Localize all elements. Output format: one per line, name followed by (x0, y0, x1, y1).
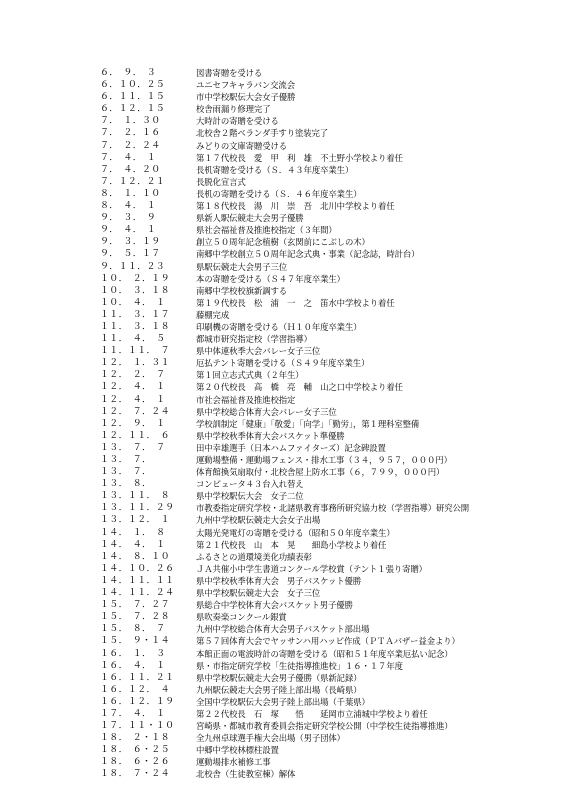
entry-date: １６．１２． ４ (100, 684, 170, 695)
entry-date: ６．１１．１５ (100, 92, 166, 103)
entry-event: ＪＡ共催小中学生書道コンクール学校賞（テント１張り寄贈） (196, 563, 427, 574)
timeline-entry (100, 261, 469, 273)
timeline-list (100, 67, 469, 781)
entry-event: 県中学校秋季体育大会バスケット準優勝 (196, 430, 345, 441)
timeline-entry (100, 67, 469, 79)
entry-date: １８． ２・１８ (100, 733, 170, 744)
timeline-entry (100, 732, 469, 744)
entry-date: １０． ３．１８ (100, 285, 170, 296)
timeline-entry (100, 442, 469, 454)
entry-date: １０． ２．１９ (100, 273, 170, 284)
entry-date: ７． １．３０ (100, 116, 161, 127)
timeline-entry (100, 599, 469, 611)
entry-event: 藤棚完成 (196, 309, 230, 320)
entry-event: 第２０代校長 高 橋 亮 輔 山之口中学校より着任 (196, 382, 403, 393)
entry-date: １７．１１・１０ (100, 721, 175, 732)
entry-date: １５． ７．２７ (100, 600, 170, 611)
entry-date: １４． １． ８ (100, 527, 166, 538)
entry-event: 太陽光発電灯の寄贈を受ける（昭和５０年度卒業生） (196, 527, 395, 538)
timeline-entry (100, 394, 469, 406)
entry-event: 本の寄贈を受ける（Ｓ４７年度卒業生） (196, 273, 345, 284)
entry-event: 全国中学校駅伝大会男子陸上部出場（千葉県） (196, 696, 370, 707)
entry-event: 県社会福祉普及推進校指定（３年間） (196, 225, 337, 236)
entry-event: 県中学校総合体育大会バレー女子三位 (196, 406, 337, 417)
entry-date: １４．１１．１１ (100, 575, 175, 586)
entry-event: 運動場排水補修工事 (196, 757, 271, 768)
entry-date: １２． １．３１ (100, 358, 170, 369)
entry-event: 創立５０周年記念植樹（玄関前にこぶしの木） (196, 237, 370, 248)
entry-event: 宮崎県・都城市教育委員会指定研究学校公開（中学校生徒指導推進） (196, 721, 453, 732)
entry-date: ８． １．１０ (100, 188, 161, 199)
entry-event: 田中幸雄選手（日本ハムファイターズ）記念碑設置 (196, 442, 386, 453)
timeline-entry (100, 720, 469, 732)
entry-event: 運動場整備・運動場フェンス・排水工事（３４，９５７，０００円） (196, 455, 452, 465)
entry-event: 南郷中学校校旗新調する (196, 285, 288, 296)
timeline-entry (100, 648, 469, 660)
entry-date: １３．１２． １ (100, 515, 170, 526)
timeline-entry (100, 660, 469, 672)
timeline-entry (100, 684, 469, 696)
timeline-entry (100, 587, 469, 599)
entry-event: 県中体連秋季大会バレー女子三位 (196, 346, 321, 357)
entry-date: １２． ４． １ (100, 382, 166, 393)
entry-date: １２． ２． ７ (100, 370, 166, 381)
entry-event: 市社会福祉普及推進校指定 (196, 394, 296, 405)
timeline-entry (100, 248, 469, 260)
timeline-entry (100, 200, 469, 212)
entry-date: ９． ３．１９ (100, 237, 161, 248)
entry-event: 県・市指定研究学校「生徒指導推進校」１６・１７年度 (196, 660, 403, 671)
entry-event: 県中学校駅伝大会 女子二位 (196, 491, 304, 502)
entry-date: １８． ７・２４ (100, 769, 170, 780)
entry-date: ７． ２．２４ (100, 140, 161, 151)
timeline-entry (100, 333, 469, 345)
timeline-entry (100, 490, 469, 502)
timeline-entry (100, 478, 469, 490)
entry-event: 市中学校駅伝大会女子優勝 (196, 92, 296, 103)
timeline-entry (100, 708, 469, 720)
timeline-entry (100, 79, 469, 91)
entry-date: １６． １． ３ (100, 648, 166, 659)
entry-date: １２． ７．２４ (100, 406, 170, 417)
entry-date: １１． ３．１８ (100, 321, 170, 332)
entry-date: １２． ４． １ (100, 394, 166, 405)
entry-event: 第２１代校長 山 本 晃 細島小学校より着任 (196, 539, 387, 550)
entry-date: １２．１１． ６ (100, 430, 170, 441)
entry-date: １４．１０．２６ (100, 563, 175, 574)
entry-date: １３． ８． (100, 479, 152, 490)
entry-event: 大時計の寄贈を受ける (196, 116, 279, 127)
entry-event: みどりの文庫寄贈受ける (196, 140, 288, 151)
timeline-entry (100, 406, 469, 418)
entry-event: 中郷中学校林標柱設置 (196, 745, 279, 756)
timeline-entry (100, 115, 469, 127)
timeline-entry (100, 611, 469, 623)
timeline-entry (100, 357, 469, 369)
entry-event: 県中学校駅伝競走大会 女子三位 (196, 588, 321, 599)
timeline-entry (100, 696, 469, 708)
timeline-entry (100, 224, 469, 236)
entry-date: １５． ７．２８ (100, 612, 170, 623)
timeline-entry (100, 551, 469, 563)
timeline-entry (100, 514, 469, 526)
entry-event: 南郷中学校創立５０周年記念式典・事業（記念誌，時計台） (196, 249, 420, 260)
entry-date: １４． ８．１０ (100, 551, 170, 562)
timeline-entry (100, 563, 469, 575)
timeline-entry (100, 756, 469, 768)
entry-date: １３．１１．２９ (100, 503, 175, 514)
entry-date: ７．１２．２１ (100, 176, 166, 187)
timeline-entry (100, 575, 469, 587)
entry-event: 第１回立志式式典（２年生） (196, 370, 304, 381)
timeline-entry (100, 527, 469, 539)
timeline-entry (100, 140, 469, 152)
entry-date: １１． ３．１７ (100, 309, 170, 320)
entry-event: 九州中学校総合体育大会男子バスケット部出場 (196, 624, 370, 635)
timeline-entry (100, 502, 469, 514)
timeline-entry (100, 672, 469, 684)
entry-event: 都城市研究指定校（学習指導） (196, 334, 312, 345)
entry-date: ７． ４．２０ (100, 164, 161, 175)
entry-date: １１． ４． ５ (100, 334, 166, 345)
entry-event: 第１７代校長 愛 甲 利 雄 不土野小学校より着任 (196, 152, 403, 163)
timeline-entry (100, 430, 469, 442)
entry-event: 第１９代校長 松 浦 一 之 笛水中学校より着任 (196, 297, 395, 308)
entry-date: ９．１１．２３ (100, 261, 166, 272)
entry-date: １４． ４． １ (100, 539, 166, 550)
timeline-entry (100, 345, 469, 357)
timeline-entry (100, 188, 469, 200)
entry-event: ユニセフキャラバン交流会 (196, 80, 295, 91)
timeline-entry (100, 418, 469, 430)
timeline-entry (100, 744, 469, 756)
entry-date: １０． ４． １ (100, 297, 166, 308)
entry-event: 厄払テント寄贈を受ける（Ｓ４９年度卒業生） (196, 358, 370, 369)
entry-event: 第２２代校長 石 塚 悟 延岡市立浦城中学校より着任 (196, 708, 428, 719)
entry-date: ６．１０．２５ (100, 80, 166, 91)
timeline-entry (100, 635, 469, 647)
entry-date: １５． ８． ７ (100, 624, 166, 635)
entry-event: 学校訓制定「健康」「敬愛」「向学」「勤労」，第１理科室整備 (196, 418, 420, 429)
entry-date: １３．１１． ８ (100, 491, 170, 502)
timeline-entry (100, 236, 469, 248)
timeline-entry (100, 164, 469, 176)
entry-event: 全九州卓球選手権大会出場（男子団体） (196, 733, 345, 744)
entry-event: 九州駅伝競走大会男子陸上部出場（長崎県） (196, 684, 362, 695)
entry-event: 県中学校秋季体育大会 男子バスケット優勝 (196, 575, 362, 586)
entry-event: 九州中学校駅伝競走大会女子出場 (196, 515, 321, 526)
entry-date: ９． ５．１７ (100, 249, 161, 260)
entry-date: １６． ４． １ (100, 660, 166, 671)
entry-date: １６．１１．２１ (100, 672, 175, 683)
entry-event: 北校舎（生徒教室棟）解体 (196, 769, 296, 780)
entry-event: 県新人駅伝競走大会男子優勝 (196, 213, 304, 224)
entry-date: ９． ４． １ (100, 225, 157, 236)
entry-event: ふるさとの道環境美化功績表彰 (196, 551, 312, 562)
timeline-entry (100, 381, 469, 393)
timeline-entry (100, 297, 469, 309)
entry-date: １８． ６・２５ (100, 745, 170, 756)
timeline-entry (100, 369, 469, 381)
timeline-entry (100, 127, 469, 139)
entry-date: １８． ６・２６ (100, 757, 170, 768)
timeline-entry (100, 103, 469, 115)
entry-date: ７． ４． １ (100, 152, 157, 163)
entry-event: 県吹奏楽コンクール銀賞 (196, 612, 287, 623)
entry-event: 体育館換気扇取付・北校舎屋上防水工事（６，７９９，０００円） (196, 467, 445, 478)
timeline-entry (100, 273, 469, 285)
entry-event: 第１８代校長 湯 川 崇 吾 北川中学校より着任 (196, 201, 395, 212)
entry-date: ６．１２．１５ (100, 104, 166, 115)
entry-date: １３． ７． ７ (100, 442, 166, 453)
entry-date: １５． ９・１４ (100, 636, 170, 647)
entry-date: ７． ２．１６ (100, 128, 161, 139)
entry-event: 校舎雨漏り修理完了 (196, 104, 271, 115)
entry-event: 長机の寄贈を受ける（Ｓ．４６年度卒業生） (196, 188, 362, 199)
timeline-entry (100, 321, 469, 333)
timeline-entry (100, 152, 469, 164)
entry-date: １６．１２．１９ (100, 696, 175, 707)
entry-event: 長机寄贈を受ける（Ｓ．４３年度卒業生） (196, 164, 354, 175)
entry-event: 長脱化宣言式 (196, 176, 246, 187)
entry-date: １３． ７． (100, 467, 152, 478)
entry-date: ９． ３． ９ (100, 213, 157, 224)
entry-event: コンピュータ４３台入れ替え (196, 479, 304, 490)
entry-event: 北校舎２階ベランダ手すり塗装完了 (196, 128, 329, 139)
entry-date: ６． ９． ３ (100, 68, 157, 78)
entry-date: １７． ４． １ (100, 708, 166, 719)
timeline-entry (100, 466, 469, 478)
entry-event: 印刷機の寄贈を受ける（Ｈ１０年度卒業生） (196, 321, 362, 332)
entry-date: １２． ９． １ (100, 418, 166, 429)
entry-event: 県総合中学校体育大会バスケット男子優勝 (196, 600, 353, 611)
entry-date: １３． ７． (100, 455, 152, 465)
timeline-entry (100, 454, 469, 466)
timeline-entry (100, 539, 469, 551)
timeline-entry (100, 309, 469, 321)
timeline-entry (100, 768, 469, 780)
entry-date: １４．１１．２４ (100, 588, 175, 599)
timeline-entry (100, 212, 469, 224)
entry-event: 図書寄贈を受ける (196, 68, 263, 78)
entry-date: １１．１１． ７ (100, 346, 170, 357)
entry-date: ８． ４． １ (100, 201, 157, 212)
entry-event: 県中学校駅伝競走大会男子優勝（県新記録） (196, 672, 362, 683)
timeline-entry (100, 285, 469, 297)
entry-event: 第５７回体育大会でヤッサンハ用ハッピ作成（ＰＴＡバザー益金より） (196, 636, 460, 647)
timeline-entry (100, 623, 469, 635)
entry-event: 本館正面の電波時計の寄贈を受ける（昭和５１年度卒業厄払い記念） (196, 648, 453, 659)
entry-event: 県駅伝競走大会男子三位 (196, 261, 288, 272)
entry-event: 市教委指定研究学校・北諸県教育事務所研究協力校（学習指導）研究公開 (196, 503, 470, 514)
timeline-entry (100, 91, 469, 103)
timeline-entry (100, 176, 469, 188)
